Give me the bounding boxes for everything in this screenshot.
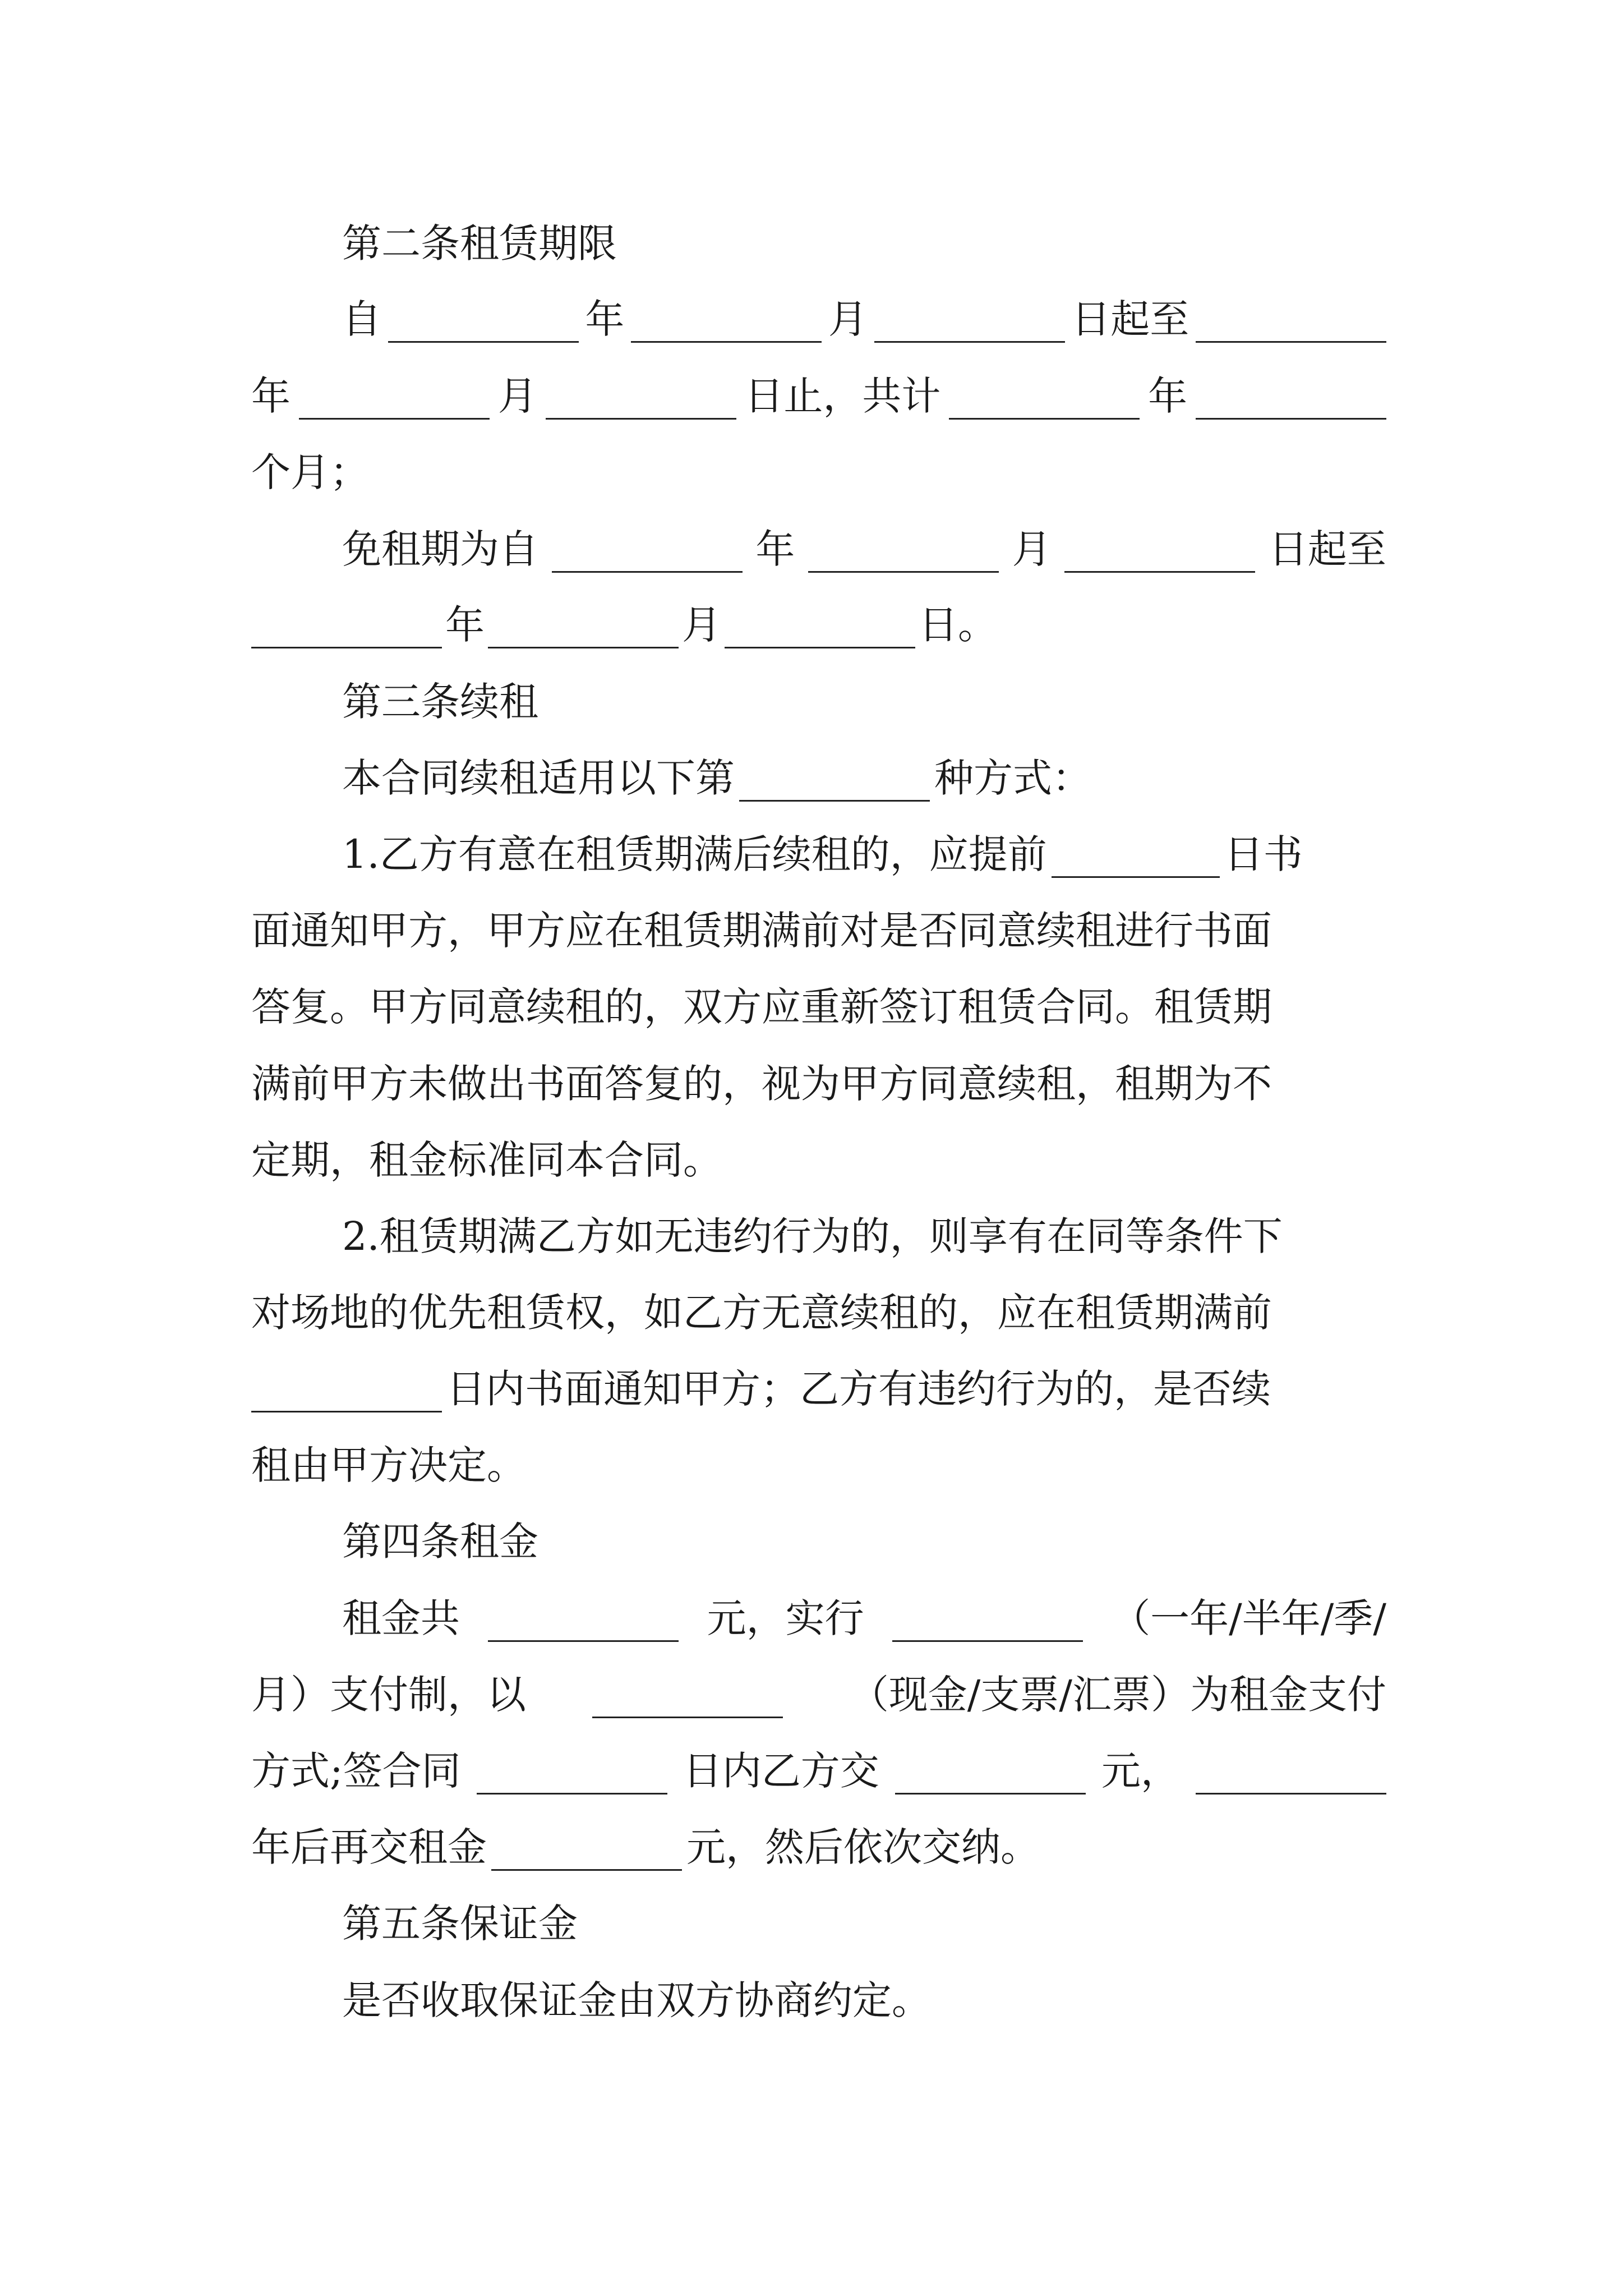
start-day-blank[interactable] — [874, 306, 1065, 343]
renewal-p2-line-1: 2.租赁期满乙方如无违约行为的，则享有在同等条件下 — [342, 1213, 1283, 1259]
term-text: 月 — [1012, 526, 1052, 572]
end-day-blank[interactable] — [546, 383, 736, 420]
term-line-2 — [251, 372, 1386, 420]
term-line-1 — [342, 296, 1386, 343]
article-2-heading: 第二条租赁期限 — [342, 220, 617, 266]
free-start-year-blank[interactable] — [552, 536, 743, 573]
term-line-3: 个月； — [251, 449, 369, 495]
renewal-p2-line-3: 日内书面通知甲方；乙方有违约行为的，是否续 — [251, 1365, 1271, 1412]
free-period-line-1 — [342, 526, 1386, 573]
term-text: 月 — [828, 296, 868, 342]
free-end-day-blank[interactable] — [725, 612, 915, 648]
first-payment-blank[interactable] — [895, 1758, 1086, 1795]
article-4-heading: 第四条租金 — [342, 1519, 538, 1565]
term-text: 日起至 — [1071, 296, 1189, 342]
renewal-p2-line-2: 对场地的优先租赁权，如乙方无意续租的，应在租赁期满前 — [251, 1290, 1272, 1336]
term-text: 年 — [755, 526, 795, 572]
payment-cycle-blank[interactable] — [892, 1605, 1083, 1642]
next-payment-years-blank[interactable] — [1196, 1758, 1386, 1795]
total-years-blank[interactable] — [949, 383, 1140, 420]
end-year-blank[interactable] — [1196, 306, 1386, 343]
renewal-option-blank[interactable] — [739, 765, 930, 802]
rent-line-2: 月）支付制，以 （现金/支票/汇票）为租金支付 — [251, 1672, 1386, 1718]
term-text: 日起至 — [1268, 526, 1386, 572]
rent-line-3: 方式;签合同 日内乙方交 元， — [251, 1747, 1386, 1795]
term-text: 免租期为自 — [342, 526, 538, 572]
free-period-line-2: 年 月 日。 — [251, 601, 1000, 648]
term-text: 日止，共计 — [744, 373, 941, 419]
article-3-heading: 第三条续租 — [342, 679, 538, 725]
rent-line-4: 年后再交租金 元，然后依次交纳。 — [251, 1824, 1040, 1870]
rent-total-blank[interactable] — [488, 1605, 679, 1642]
free-start-month-blank[interactable] — [808, 536, 999, 573]
free-end-month-blank[interactable] — [488, 612, 679, 648]
notice-days-blank[interactable] — [1052, 841, 1220, 878]
renewal-intro: 本合同续租适用以下第 种方式： — [342, 755, 1091, 801]
term-text: 年 — [251, 373, 291, 419]
sign-days-blank[interactable] — [477, 1758, 667, 1795]
total-months-blank[interactable] — [1196, 383, 1386, 420]
next-payment-amount-blank[interactable] — [491, 1834, 682, 1871]
renewal-p1-line-5: 定期，租金标准同本合同。 — [251, 1137, 722, 1183]
renewal-p2-line-4: 租由甲方决定。 — [251, 1442, 526, 1488]
term-text: 年 — [585, 296, 625, 342]
free-start-day-blank[interactable] — [1064, 536, 1255, 573]
deposit-text: 是否收取保证金由双方协商约定。 — [342, 1977, 931, 2023]
rent-line-1: 租金共 元，实行 （一年/半年/季/ — [342, 1595, 1386, 1641]
term-text: 月 — [497, 373, 537, 419]
non-renewal-days-blank[interactable] — [251, 1376, 442, 1412]
payment-method-blank[interactable] — [592, 1682, 783, 1718]
start-month-blank[interactable] — [631, 306, 822, 343]
renewal-p1-line-2: 面通知甲方，甲方应在租赁期满前对是否同意续租进行书面 — [251, 908, 1272, 954]
article-5-heading: 第五条保证金 — [342, 1901, 578, 1947]
term-text: 年 — [1148, 373, 1188, 419]
term-text: 自 — [342, 296, 381, 342]
end-month-blank[interactable] — [299, 383, 490, 420]
renewal-p1-line-1: 1.乙方有意在租赁期满后续租的，应提前 日书 — [342, 831, 1303, 877]
renewal-p1-line-4: 满前甲方未做出书面答复的，视为甲方同意续租，租期为不 — [251, 1061, 1272, 1107]
renewal-p1-line-3: 答复。甲方同意续租的，双方应重新签订租赁合同。租赁期 — [251, 984, 1272, 1030]
start-year-blank[interactable] — [388, 306, 579, 343]
free-end-year-blank[interactable] — [251, 612, 442, 648]
